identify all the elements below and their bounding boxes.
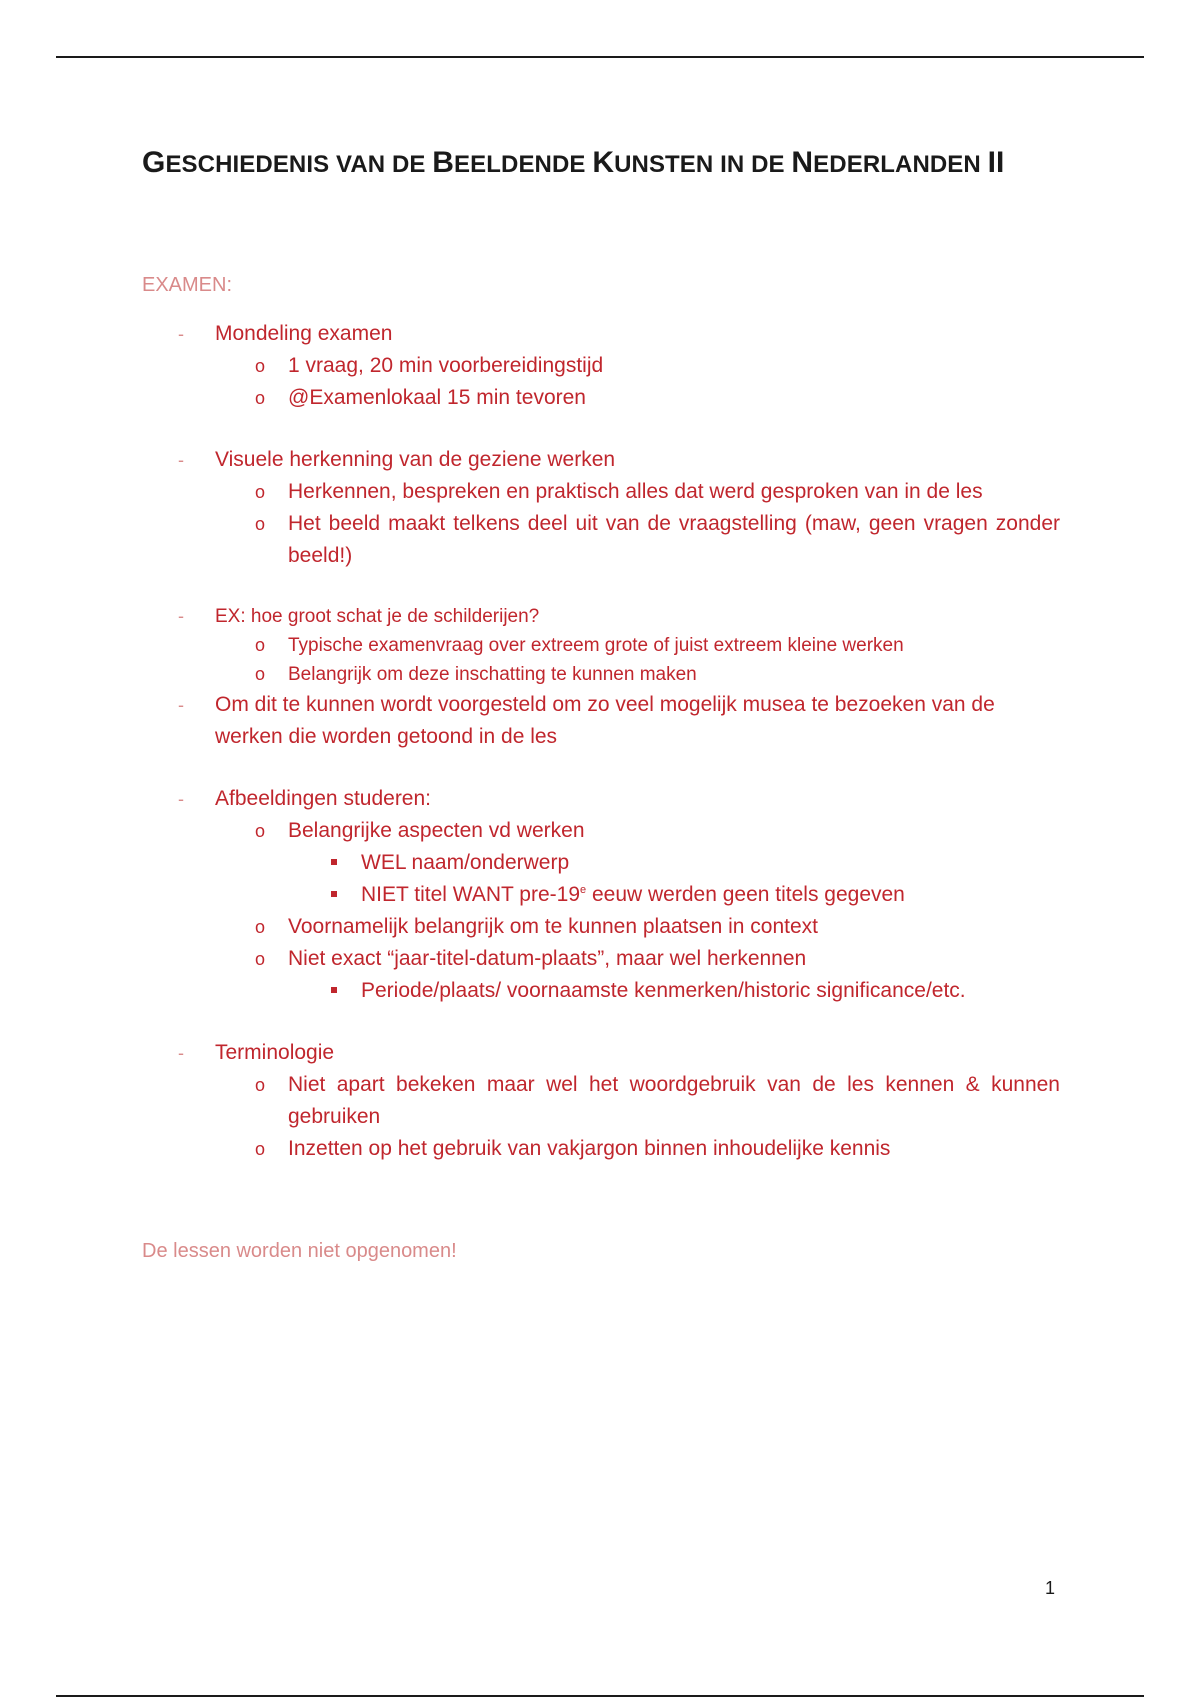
- title-rest: UNSTEN IN DE: [614, 151, 792, 178]
- sub-sub-item: [288, 847, 1060, 879]
- square-bullet: [331, 859, 337, 865]
- dash-bullet: -: [178, 1043, 184, 1063]
- circle-bullet: o: [255, 356, 266, 376]
- circle-bullet: o: [255, 917, 266, 937]
- circle-bullet: o: [255, 1075, 266, 1095]
- sub-sub-item-text: Periode/plaats/ voornaamste kenmerken/historic significance/etc.: [361, 979, 966, 1002]
- title-rest: EDERLANDEN: [813, 151, 988, 178]
- sub-item: [215, 911, 1060, 943]
- sub-sub-item: [288, 975, 1060, 1007]
- sub-sub-item: [288, 879, 1060, 911]
- item-label: Visuele herkenning van de geziene werken: [215, 448, 616, 471]
- dash-bullet: -: [178, 789, 184, 809]
- exam-list: [142, 318, 1060, 1165]
- item-label: EX: hoe groot schat je de schilderijen?: [215, 606, 540, 627]
- bottom-rule: [56, 1695, 1144, 1697]
- sub-item-text: Herkennen, bespreken en praktisch alles dat werd gesproken van in de les: [288, 480, 983, 503]
- sub-item-text: Inzetten op het gebruik van vakjargon binnen inhoudelijke kennis: [288, 1137, 891, 1160]
- footer-note: De lessen worden niet opgenomen!: [142, 1240, 457, 1262]
- list-item-terminologie: [142, 1037, 1060, 1069]
- title-rest: EELDENDE: [454, 151, 593, 178]
- sub-item: [215, 350, 1060, 382]
- sub-item: [215, 476, 1060, 508]
- square-bullet: [331, 891, 337, 897]
- page-number: 1: [1045, 1578, 1056, 1598]
- document-title: [142, 146, 1005, 180]
- circle-bullet: o: [255, 949, 266, 969]
- sub-item-text: 1 vraag, 20 min voorbereidingstijd: [288, 354, 604, 377]
- title-cap: K: [592, 146, 615, 179]
- sub-item-text: Belangrijk om deze inschatting te kunnen maken: [288, 664, 697, 685]
- list-item-musea: [142, 689, 1060, 753]
- title-cap: B: [432, 146, 455, 179]
- item-label: Om dit te kunnen wordt voorgesteld om zo veel mogelijk musea te bezoeken van de werken die worden getoond in de les: [215, 693, 995, 748]
- sub-item-text: Typische examenvraag over extreem grote of juist extreem kleine werken: [288, 635, 904, 656]
- sub-sub-item-text: eeuw werden geen titels gegeven: [586, 883, 905, 906]
- superscript: e: [580, 884, 587, 896]
- sub-item: [215, 660, 1060, 689]
- sub-item: [215, 631, 1060, 660]
- sub-item: [215, 1069, 1060, 1133]
- list-item-visuele: [142, 444, 1060, 476]
- circle-bullet: o: [255, 482, 266, 502]
- sub-item-text: Het beeld maakt telkens deel uit van de vraagstelling (maw, geen vragen zonder beeld!): [288, 512, 1060, 567]
- sub-item-text: @Examenlokaal 15 min tevoren: [288, 386, 586, 409]
- sub-item-text: Niet apart bekeken maar wel het woordgebruik van de les kennen & kunnen gebruiken: [288, 1073, 1060, 1128]
- circle-bullet: o: [255, 388, 266, 408]
- item-label: Afbeeldingen studeren:: [215, 787, 431, 810]
- sub-item: [215, 508, 1060, 572]
- dash-bullet: -: [178, 695, 184, 715]
- circle-bullet: o: [255, 664, 266, 684]
- circle-bullet: o: [255, 1139, 266, 1159]
- item-label: Terminologie: [215, 1041, 335, 1064]
- list-item-afbeeldingen: [142, 783, 1060, 815]
- sub-item: [215, 815, 1060, 847]
- sub-item-text: Voornamelijk belangrijk om te kunnen plaatsen in context: [288, 915, 818, 938]
- title-cap: N: [791, 146, 814, 179]
- sub-item: [215, 1133, 1060, 1165]
- dash-bullet: -: [178, 324, 184, 344]
- sub-item-text: Niet exact “jaar-titel-datum-plaats”, maar wel herkennen: [288, 947, 807, 970]
- section-heading: EXAMEN:: [142, 274, 233, 296]
- sub-item: [215, 943, 1060, 975]
- dash-bullet: -: [178, 450, 184, 470]
- sub-sub-item-text: WEL naam/onderwerp: [361, 851, 570, 874]
- item-label: Mondeling examen: [215, 322, 393, 345]
- title-cap: G: [142, 146, 166, 179]
- sub-item-text: Belangrijke aspecten vd werken: [288, 819, 585, 842]
- title-cap: II: [987, 146, 1005, 179]
- circle-bullet: o: [255, 821, 266, 841]
- circle-bullet: o: [255, 635, 266, 655]
- circle-bullet: o: [255, 514, 266, 534]
- dash-bullet: -: [178, 606, 184, 626]
- title-rest: ESCHIEDENIS VAN DE: [165, 151, 433, 178]
- list-item-ex: [142, 602, 1060, 631]
- sub-sub-item-text: NIET titel WANT pre-19: [361, 883, 581, 906]
- square-bullet: [331, 987, 337, 993]
- top-rule: [56, 56, 1144, 58]
- sub-item: [215, 382, 1060, 414]
- list-item-mondeling: [142, 318, 1060, 350]
